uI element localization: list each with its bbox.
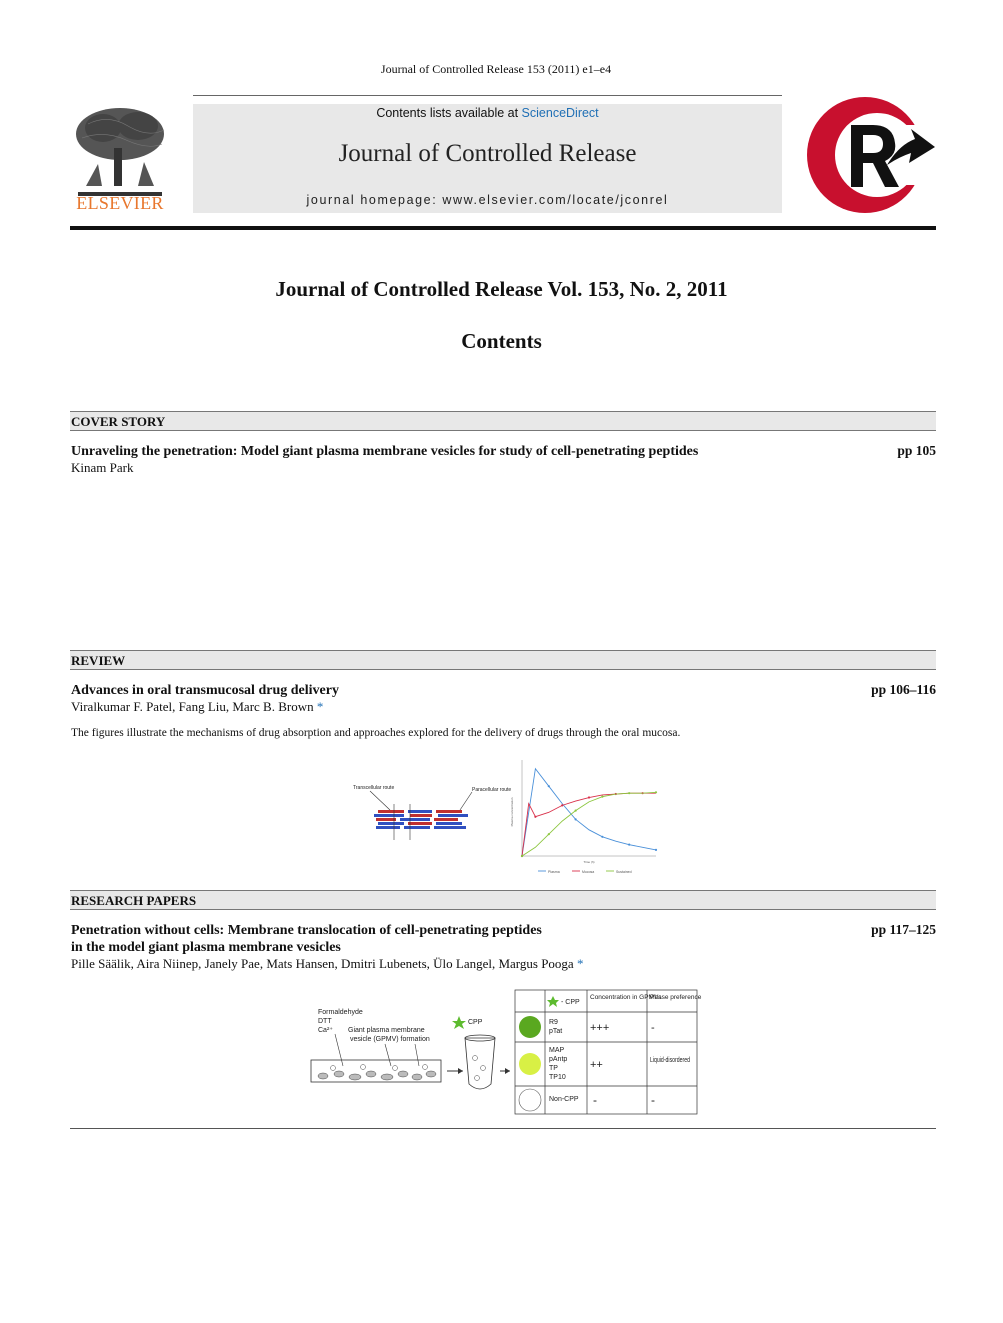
table-head-cpp: - CPP (561, 999, 580, 1006)
row3-phase: - (651, 1093, 655, 1107)
reagent-1: Formaldehyde (318, 1009, 363, 1016)
article-title-review[interactable]: Advances in oral transmucosal drug delivery (71, 683, 339, 698)
section-cover-story: COVER STORY (70, 411, 936, 431)
gpmv-label-2: vesicle (GPMV) formation (350, 1036, 430, 1043)
data-point (521, 855, 523, 857)
series-line-mucosa (522, 793, 656, 856)
data-point (575, 818, 577, 820)
running-head: Journal of Controlled Release 153 (2011) e1–e4 (380, 62, 612, 76)
row2-conc: ++ (590, 1059, 603, 1071)
elsevier-wordmark: ELSEVIER (76, 193, 164, 213)
row2-phase: Liquid-disordered (650, 1057, 691, 1064)
authors-text: Viralkumar F. Patel, Fang Liu, Marc B. Brown (71, 699, 314, 714)
footer-rule (70, 1128, 936, 1129)
row1-phase: - (651, 1022, 655, 1034)
data-point (575, 810, 577, 812)
cpp-label: CPP (468, 1019, 483, 1026)
diagram-label-left: Transcellular route (353, 785, 395, 791)
article-authors-research (71, 956, 583, 972)
data-point (628, 844, 630, 846)
y-axis-label: Plasma concentration (510, 797, 514, 827)
contents-available-line (193, 106, 782, 120)
table-head-phase: Phase preference (650, 994, 702, 1001)
row1-peptide-2: pTat (549, 1028, 563, 1035)
jcr-logo-icon (803, 95, 938, 215)
x-axis-label: Time (h) (583, 860, 595, 864)
data-point (561, 804, 563, 806)
reagent-3: Ca²⁺ (318, 1027, 333, 1034)
data-point (548, 785, 550, 787)
data-point (601, 836, 603, 838)
masthead-rule (193, 95, 782, 96)
journal-homepage[interactable]: journal homepage: www.elsevier.com/locate/jconrel (306, 193, 669, 207)
jcr-logo[interactable] (803, 95, 938, 215)
masthead (193, 104, 782, 213)
authors-text: Pille Säälik, Aira Niinep, Janely Pae, Mats Hansen, Dmitri Lubenets, Ülo Langel, Margus Pooga (71, 956, 574, 971)
data-point (655, 791, 657, 793)
journal-title: Journal of Controlled Release (338, 140, 637, 167)
article-pages-research: pp 117–125 (871, 922, 936, 937)
diagram-label-right: Paracellular route (472, 787, 512, 793)
article-title-research-line1[interactable]: Penetration without cells: Membrane translocation of cell-penetrating peptides (71, 923, 542, 938)
series-line-sustained (522, 792, 656, 856)
row3-conc: - (593, 1093, 597, 1107)
section-research-papers: RESEARCH PAPERS (70, 890, 936, 910)
corresponding-author-mark[interactable]: * (316, 699, 324, 714)
reagent-2: DTT (318, 1018, 332, 1025)
contents-prefix: Contents lists available at (376, 106, 522, 120)
legend-label: Plasma (548, 870, 560, 874)
data-point (655, 849, 657, 851)
row1-conc: +++ (590, 1022, 610, 1034)
data-point (588, 796, 590, 798)
row2-peptide-2: pAntp (549, 1056, 568, 1063)
volume-title: Journal of Controlled Release Vol. 153, No. 2, 2011 (275, 277, 728, 301)
row3-peptide-1: Non-CPP (549, 1096, 579, 1103)
data-point (601, 796, 603, 798)
article-pages-review: pp 106–116 (871, 682, 936, 697)
row2-peptide-4: TP10 (549, 1074, 566, 1081)
header-rule (70, 226, 936, 230)
plasma-profile-chart (508, 752, 663, 877)
article-authors-review (71, 699, 323, 715)
row2-peptide-3: TP (549, 1065, 558, 1072)
gpmv-label-1: Giant plasma membrane (348, 1027, 425, 1034)
article-title-cover[interactable]: Unraveling the penetration: Model giant plasma membrane vesicles for study of cell-penetrating peptides (71, 444, 699, 459)
chart-svg (508, 752, 663, 877)
series-line-plasma (522, 769, 656, 856)
row2-peptide-1: MAP (549, 1047, 565, 1054)
legend-label: Mucosa (582, 870, 595, 874)
article-abstract-review: The figures illustrate the mechanisms of drug absorption and approaches explored for the delivery of drugs through the oral mucosa. (71, 727, 681, 739)
elsevier-tree-icon (68, 104, 172, 196)
section-review: REVIEW (70, 650, 936, 670)
contents-heading: Contents (461, 329, 542, 353)
data-point (548, 833, 550, 835)
article-authors-cover: Kinam Park (71, 460, 134, 475)
elsevier-logo[interactable] (68, 104, 172, 214)
data-point (628, 792, 630, 794)
data-point (534, 816, 536, 818)
article-title-research-line2[interactable]: in the model giant plasma membrane vesicles (71, 940, 341, 955)
legend-label: Sustained (616, 870, 632, 874)
sciencedirect-link[interactable]: ScienceDirect (521, 106, 599, 120)
corresponding-author-mark[interactable]: * (576, 956, 584, 971)
gpmv-graphical-abstract (305, 988, 700, 1116)
row1-peptide-1: R9 (549, 1019, 558, 1026)
article-pages-cover: pp 105 (897, 443, 936, 458)
table-head-conc: Concentration in GPMVs (590, 994, 662, 1001)
